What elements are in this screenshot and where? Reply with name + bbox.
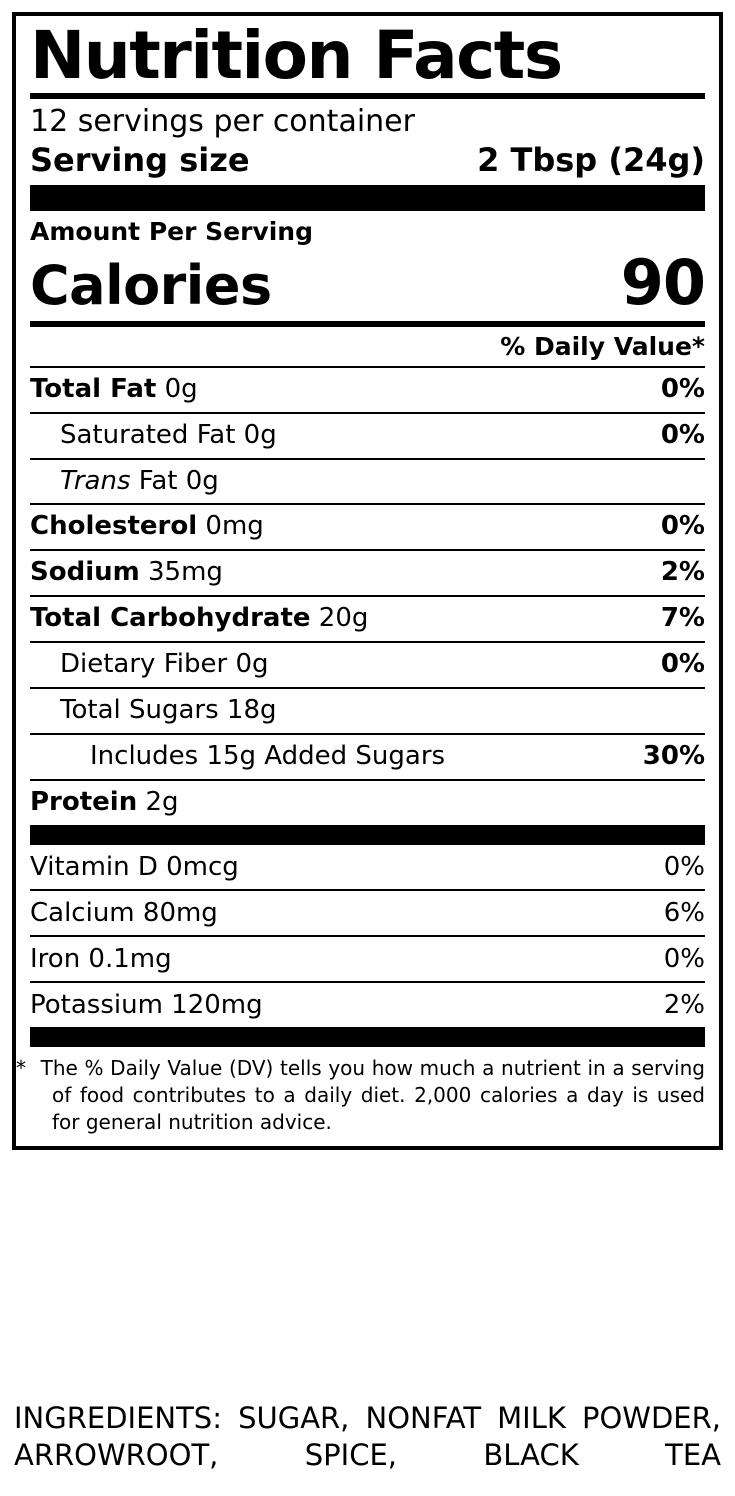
vitamin-row-iron [30,935,705,981]
amount-per-serving-label: Amount Per Serving [30,216,313,246]
trans-fat-label-group [60,467,219,497]
serving-size-row [30,141,705,185]
nutrient-row-trans-fat [30,458,705,504]
sodium-label: Sodium [30,557,140,588]
nutrient-row-dietary-fiber [30,641,705,687]
ingredients-statement: INGREDIENTS: SUGAR, NONFAT MILK POWDER, ARROWROOT, SPICE, BLACK TEA [14,1401,721,1473]
nutrient-row-total-carbohydrate [30,595,705,641]
divider-thick-top [30,185,705,211]
cholesterol-amount: 0mg [205,511,264,542]
calories-label: Calories [30,253,272,317]
sodium-label-group [30,558,223,588]
trans-fat-amount: 0g [185,465,219,496]
total-fat-amount: 0g [164,373,198,404]
added-sugars-pct: 30% [642,740,705,771]
vitamin-row-calcium [30,889,705,935]
panel-title: Nutrition Facts [30,17,562,94]
total-carbohydrate-amount: 20g [318,603,369,634]
total-fat-pct: 0% [660,373,705,404]
total-carbohydrate-label-group [30,604,368,634]
nutrition-facts-panel [12,12,723,1150]
daily-value-header: % Daily Value* [500,331,705,361]
nutrient-row-added-sugars [30,733,705,779]
total-sugars-label-group [60,696,277,726]
sodium-pct: 2% [660,557,705,588]
nutrient-row-saturated-fat [30,412,705,458]
divider-thick-vitamins [30,825,705,845]
total-sugars-amount: 18g [226,695,277,726]
saturated-fat-label-group [60,421,277,451]
total-carbohydrate-pct: 7% [660,603,705,634]
potassium-label: Potassium 120mg [30,989,263,1020]
calcium-label: Calcium 80mg [30,897,218,928]
serving-size-value: 2 Tbsp (24g) [477,140,705,179]
cholesterol-pct: 0% [660,511,705,542]
trans-fat-label-italic: Trans [60,465,131,496]
total-fat-label-group [30,375,198,405]
vitamin-row-potassium [30,981,705,1027]
total-carbohydrate-label: Total Carbohydrate [30,603,311,634]
total-sugars-label: Total Sugars [60,695,219,726]
saturated-fat-label: Saturated Fat [60,419,236,450]
dietary-fiber-pct: 0% [660,649,705,680]
divider-thick-footnote [30,1027,705,1047]
nutrient-row-total-sugars [30,687,705,733]
servings-per-container: 12 servings per container [30,104,415,140]
calcium-pct: 6% [663,897,705,928]
protein-amount: 2g [145,786,179,817]
sodium-amount: 35mg [147,557,223,588]
nutrient-row-cholesterol [30,503,705,549]
added-sugars-label: Includes 15g Added Sugars [90,740,446,771]
footnote-body: * The % Daily Value (DV) tells you how much a nutrient in a serving of food contributes to a daily diet. 2,000 calories a day is used for general nutrition advice. [16,1055,705,1134]
footnote-text: The % Daily Value (DV) tells you how much a nutrient in a serving of food contributes to a daily diet. 2,000 calories a day is used for general nutrition advice. [40,1055,705,1134]
saturated-fat-amount: 0g [243,419,277,450]
serving-size-label: Serving size [30,140,250,179]
iron-label: Iron 0.1mg [30,943,172,974]
trans-fat-label-rest: Fat [138,465,178,496]
vitamin-d-label: Vitamin D 0mcg [30,851,239,882]
iron-pct: 0% [663,943,705,974]
saturated-fat-pct: 0% [660,419,705,450]
dietary-fiber-label-group [60,650,269,680]
cholesterol-label: Cholesterol [30,511,198,542]
calories-row [30,246,705,321]
dietary-fiber-amount: 0g [235,649,269,680]
calories-value: 90 [620,245,705,319]
nutrient-row-total-fat [30,366,705,412]
vitamin-row-vitamin-d [30,845,705,889]
cholesterol-label-group [30,512,264,542]
daily-value-footnote [16,1047,705,1136]
protein-label-group [30,788,179,818]
protein-label: Protein [30,786,138,817]
potassium-pct: 2% [663,989,705,1020]
nutrient-row-protein [30,779,705,825]
vitamin-d-pct: 0% [663,851,705,882]
nutrient-row-sodium [30,549,705,595]
dietary-fiber-label: Dietary Fiber [60,649,228,680]
total-fat-label: Total Fat [30,373,157,404]
